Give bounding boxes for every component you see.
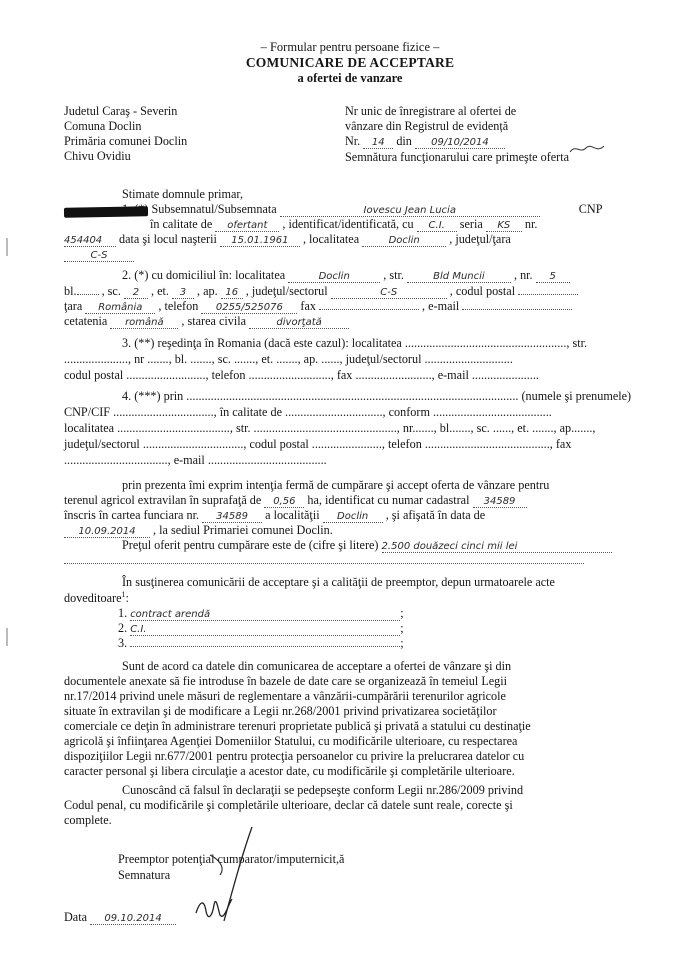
consent-line2: documentele anexate să fie introduse în bazele de date care se organizează în temeiul Legii <box>64 674 508 688</box>
id-nr-label: nr. <box>524 217 538 231</box>
intent-area-label: terenul agricol extravilan în suprafaţă de <box>64 493 262 507</box>
registration-nr-label: Nr. <box>345 134 361 148</box>
penal-line3: complete. <box>64 813 112 827</box>
date-label: Data <box>64 910 88 924</box>
applicant-name-value: Iovescu Jean Lucia <box>280 205 540 217</box>
price-row <box>122 538 612 553</box>
section1-line1 <box>122 202 603 217</box>
section4-line2: CNP/CIF ................................., în calitate de ................................, conform ....................................... <box>64 405 552 419</box>
section3-line1: 3. (**) reşedinţa în Romania (dacă este cazul): localitatea ....................................................., str. <box>122 336 588 350</box>
registration-label-1: Nr unic de înregistrare al ofertei de <box>345 104 517 118</box>
salutation: Stimate domnule primar, <box>122 187 244 201</box>
quality-value: ofertant <box>215 220 279 232</box>
email-label: , e-mail <box>422 299 460 313</box>
id-type-value: C.I. <box>417 220 457 232</box>
series-value: KS <box>486 220 522 232</box>
intent-line3 <box>64 508 485 523</box>
intent-line2 <box>64 493 527 508</box>
birth-date-value: 15.01.1961 <box>220 235 300 247</box>
date-row <box>64 910 176 925</box>
section1-line4 <box>64 247 134 262</box>
clerk-signature-mark <box>568 142 608 160</box>
section2-line4 <box>64 314 349 329</box>
date-value: 09.10.2014 <box>90 913 176 925</box>
house-nr-value: 5 <box>536 271 570 283</box>
identified-label: , identificat/identificată, cu <box>282 217 414 231</box>
domicile-label: cu domiciliul în: localitatea <box>151 268 286 282</box>
consent-line1: Sunt de acord ca datele din comunicarea de acceptare a ofertei de vânzare şi din <box>122 659 512 673</box>
registration-date-label: din <box>396 134 412 148</box>
registration-label-2: vânzare din Registrul de evidență <box>345 119 509 133</box>
intent-cf-label: înscris în cartea funciara nr. <box>64 508 200 522</box>
section4-line5: .................................., e-mail ....................................... <box>64 453 327 467</box>
section1-name-label: Subsemnatul/Subsemnata <box>151 202 277 216</box>
consent-line5: comerciale ce deţin în administrare terenuri proprietate publică şi privată a statului cu destinaţie <box>64 719 531 733</box>
id-nr-value: 454404 <box>64 235 116 247</box>
civil-status-label: , starea civila <box>181 314 247 328</box>
consent-line3: nr.17/2014 privind unele măsuri de reglementare a vânzării-cumpărării terenurilor agricole <box>64 689 506 703</box>
margin-mark <box>6 628 8 646</box>
support-item-value <box>130 646 400 647</box>
section2-line3 <box>64 299 572 314</box>
addressee-name: Chivu Ovidiu <box>64 149 131 163</box>
series-label: seria <box>459 217 483 231</box>
addressee-commune: Comuna Doclin <box>64 119 142 133</box>
support-line1: În susţinerea comunicării de acceptare şi a calităţii de preemptor, depun urmatoarele acte <box>122 575 555 589</box>
support-item-value: C.I. <box>130 624 400 636</box>
area-value: 0,56 <box>264 496 304 508</box>
country-value: România <box>85 302 155 314</box>
country-label: ţara <box>64 299 83 313</box>
support-item-number: 3. <box>118 636 128 650</box>
house-nr-label: , nr. <box>513 268 533 282</box>
consent-line4: situate în extravilan şi de modificare a Legii nr.268/2001 privind privatizarea societăţilor <box>64 704 497 718</box>
postal-code-label: , codul postal <box>449 284 516 298</box>
cnp-label: CNP <box>578 202 603 216</box>
section2-line1 <box>122 268 570 283</box>
sc-label: , sc. <box>101 284 121 298</box>
street-value: Bld Muncii <box>407 271 511 283</box>
cf-value: 34589 <box>202 511 262 523</box>
civil-status-value: divorţată <box>249 317 349 329</box>
support-item-2: 2. C.I. ; <box>118 621 404 635</box>
support-item-3: 3. ; <box>118 636 404 650</box>
document-title: COMUNICARE DE ACCEPTARE <box>245 55 455 70</box>
document-subtitle: a ofertei de vanzare <box>297 71 403 85</box>
support-line2: doveditoare$^1$: <box>64 590 129 606</box>
consent-line6: agricolă şi înfiinţarea Agenţiei Domeniilor Statului, cu modificările ulterioare, cu respectarea <box>64 734 518 748</box>
section1-line3 <box>64 232 511 247</box>
domicile-county-label: , judeţul/sectorul <box>245 284 328 298</box>
section4-line3: localitatea ....................................., str. ..............................................., nr......., bl......., sc. ......, et. ......., ap......., <box>64 421 596 435</box>
intent-posted-label: , şi afişată în data de <box>385 508 486 522</box>
footnote-marker: 1 <box>121 590 126 599</box>
intent-line4 <box>64 523 333 538</box>
redacted-cnp <box>64 206 148 217</box>
addressee-county: Judetul Caraş - Severin <box>64 104 178 118</box>
intent-locality-value: Doclin <box>323 511 383 523</box>
signatory-label: Preemptor potenţial cumparator/imputernicit,ă <box>118 852 345 866</box>
phone-label: , telefon <box>158 299 199 313</box>
registration-number-row <box>345 134 505 149</box>
domicile-county-value: C-S <box>331 287 447 299</box>
citizenship-value: română <box>110 317 178 329</box>
intent-cadastral-label: ha, identificat cu numar cadastral <box>307 493 470 507</box>
handwritten-signature <box>190 825 270 929</box>
price-label: Preţul oferit pentru cumpărare este de (cifre şi litere) <box>122 538 379 552</box>
citizenship-label: cetatenia <box>64 314 108 328</box>
fax-label: fax <box>300 299 316 313</box>
section3-line3: codul postal .........................., telefon ..........................., fax ........................., e-mail ...................... <box>64 368 539 382</box>
quality-label: în calitate de <box>150 217 213 231</box>
registration-date-value: 09/10/2014 <box>415 137 505 149</box>
support-doc-label: doveditoare <box>64 591 122 606</box>
support-item-number: 2. <box>118 621 128 635</box>
consent-line8: caracter personal şi libera circulaţie a acestor date, cu modificările şi completările ulterioare. <box>64 764 515 778</box>
sc-value: 2 <box>124 287 148 299</box>
consent-line7: dispoziţiilor Legii nr.677/2001 pentru protecţia persoanelor cu privire la prelucrarea datelor cu <box>64 749 525 763</box>
margin-mark <box>6 238 8 256</box>
cadastral-value: 34589 <box>473 496 527 508</box>
registration-signature-label: Semnătura funcţionarului care primeşte oferta <box>345 150 570 164</box>
domicile-locality-value: Doclin <box>288 271 380 283</box>
section3-line2: ....................., nr ......., bl. ......., sc. ......., et. ......., ap. ......, judeţul/sectorul ............................. <box>64 352 513 366</box>
bl-label: bl. <box>64 284 77 298</box>
form-type-label: – Formular pentru persoane fizice – <box>260 40 440 54</box>
birth-county-label: , judeţul/ţara <box>449 232 511 246</box>
et-label: , et. <box>150 284 169 298</box>
section2-number: 2. (*) <box>122 268 149 282</box>
phone-value: 0255/525076 <box>201 302 297 314</box>
support-item-number: 1. <box>118 606 128 620</box>
ap-value: 16 <box>221 287 243 299</box>
price-continuation-line <box>64 553 584 564</box>
birth-county-value: C-S <box>64 250 134 262</box>
ap-label: , ap. <box>197 284 218 298</box>
section4-line1: 4. (***) prin ............................................................................................................. (numele şi prenumele) <box>122 389 632 403</box>
street-label: , str. <box>383 268 404 282</box>
intent-line1: prin prezenta îmi exprim intenţia fermă de cumpărare şi accept oferta de vânzare pentru <box>122 478 550 492</box>
support-item-1: 1. contract arendă ; <box>118 606 404 620</box>
birth-label: data şi locul naşterii <box>119 232 217 246</box>
intent-town-hall-label: , la sediul Primariei comunei Doclin. <box>153 523 333 537</box>
signature-label: Semnatura <box>118 868 171 882</box>
section1-line2 <box>150 217 537 232</box>
penal-line2: Codul penal, cu modificările şi completările ulterioare, declar că datele sunt reale, corecte şi <box>64 798 513 812</box>
penal-line1: Cunoscând că falsul în declaraţii se pedepseşte conform Legii nr.286/2009 privind <box>122 783 524 797</box>
section2-line2 <box>64 284 578 299</box>
price-value: 2.500 douăzeci cinci mii lei <box>382 541 612 553</box>
birth-locality-value: Doclin <box>362 235 446 247</box>
posted-date-value: 10.09.2014 <box>64 526 150 538</box>
support-item-value: contract arendă <box>130 609 400 621</box>
section4-line4: judeţul/sectorul ................................., codul postal ......................., telefon ........................................., fax <box>64 437 572 451</box>
addressee-town-hall: Primăria comunei Doclin <box>64 134 188 148</box>
registration-nr-value: 14 <box>363 137 393 149</box>
intent-locality-label: a localităţii <box>265 508 320 522</box>
birth-locality-label: , localitatea <box>302 232 360 246</box>
et-value: 3 <box>172 287 194 299</box>
